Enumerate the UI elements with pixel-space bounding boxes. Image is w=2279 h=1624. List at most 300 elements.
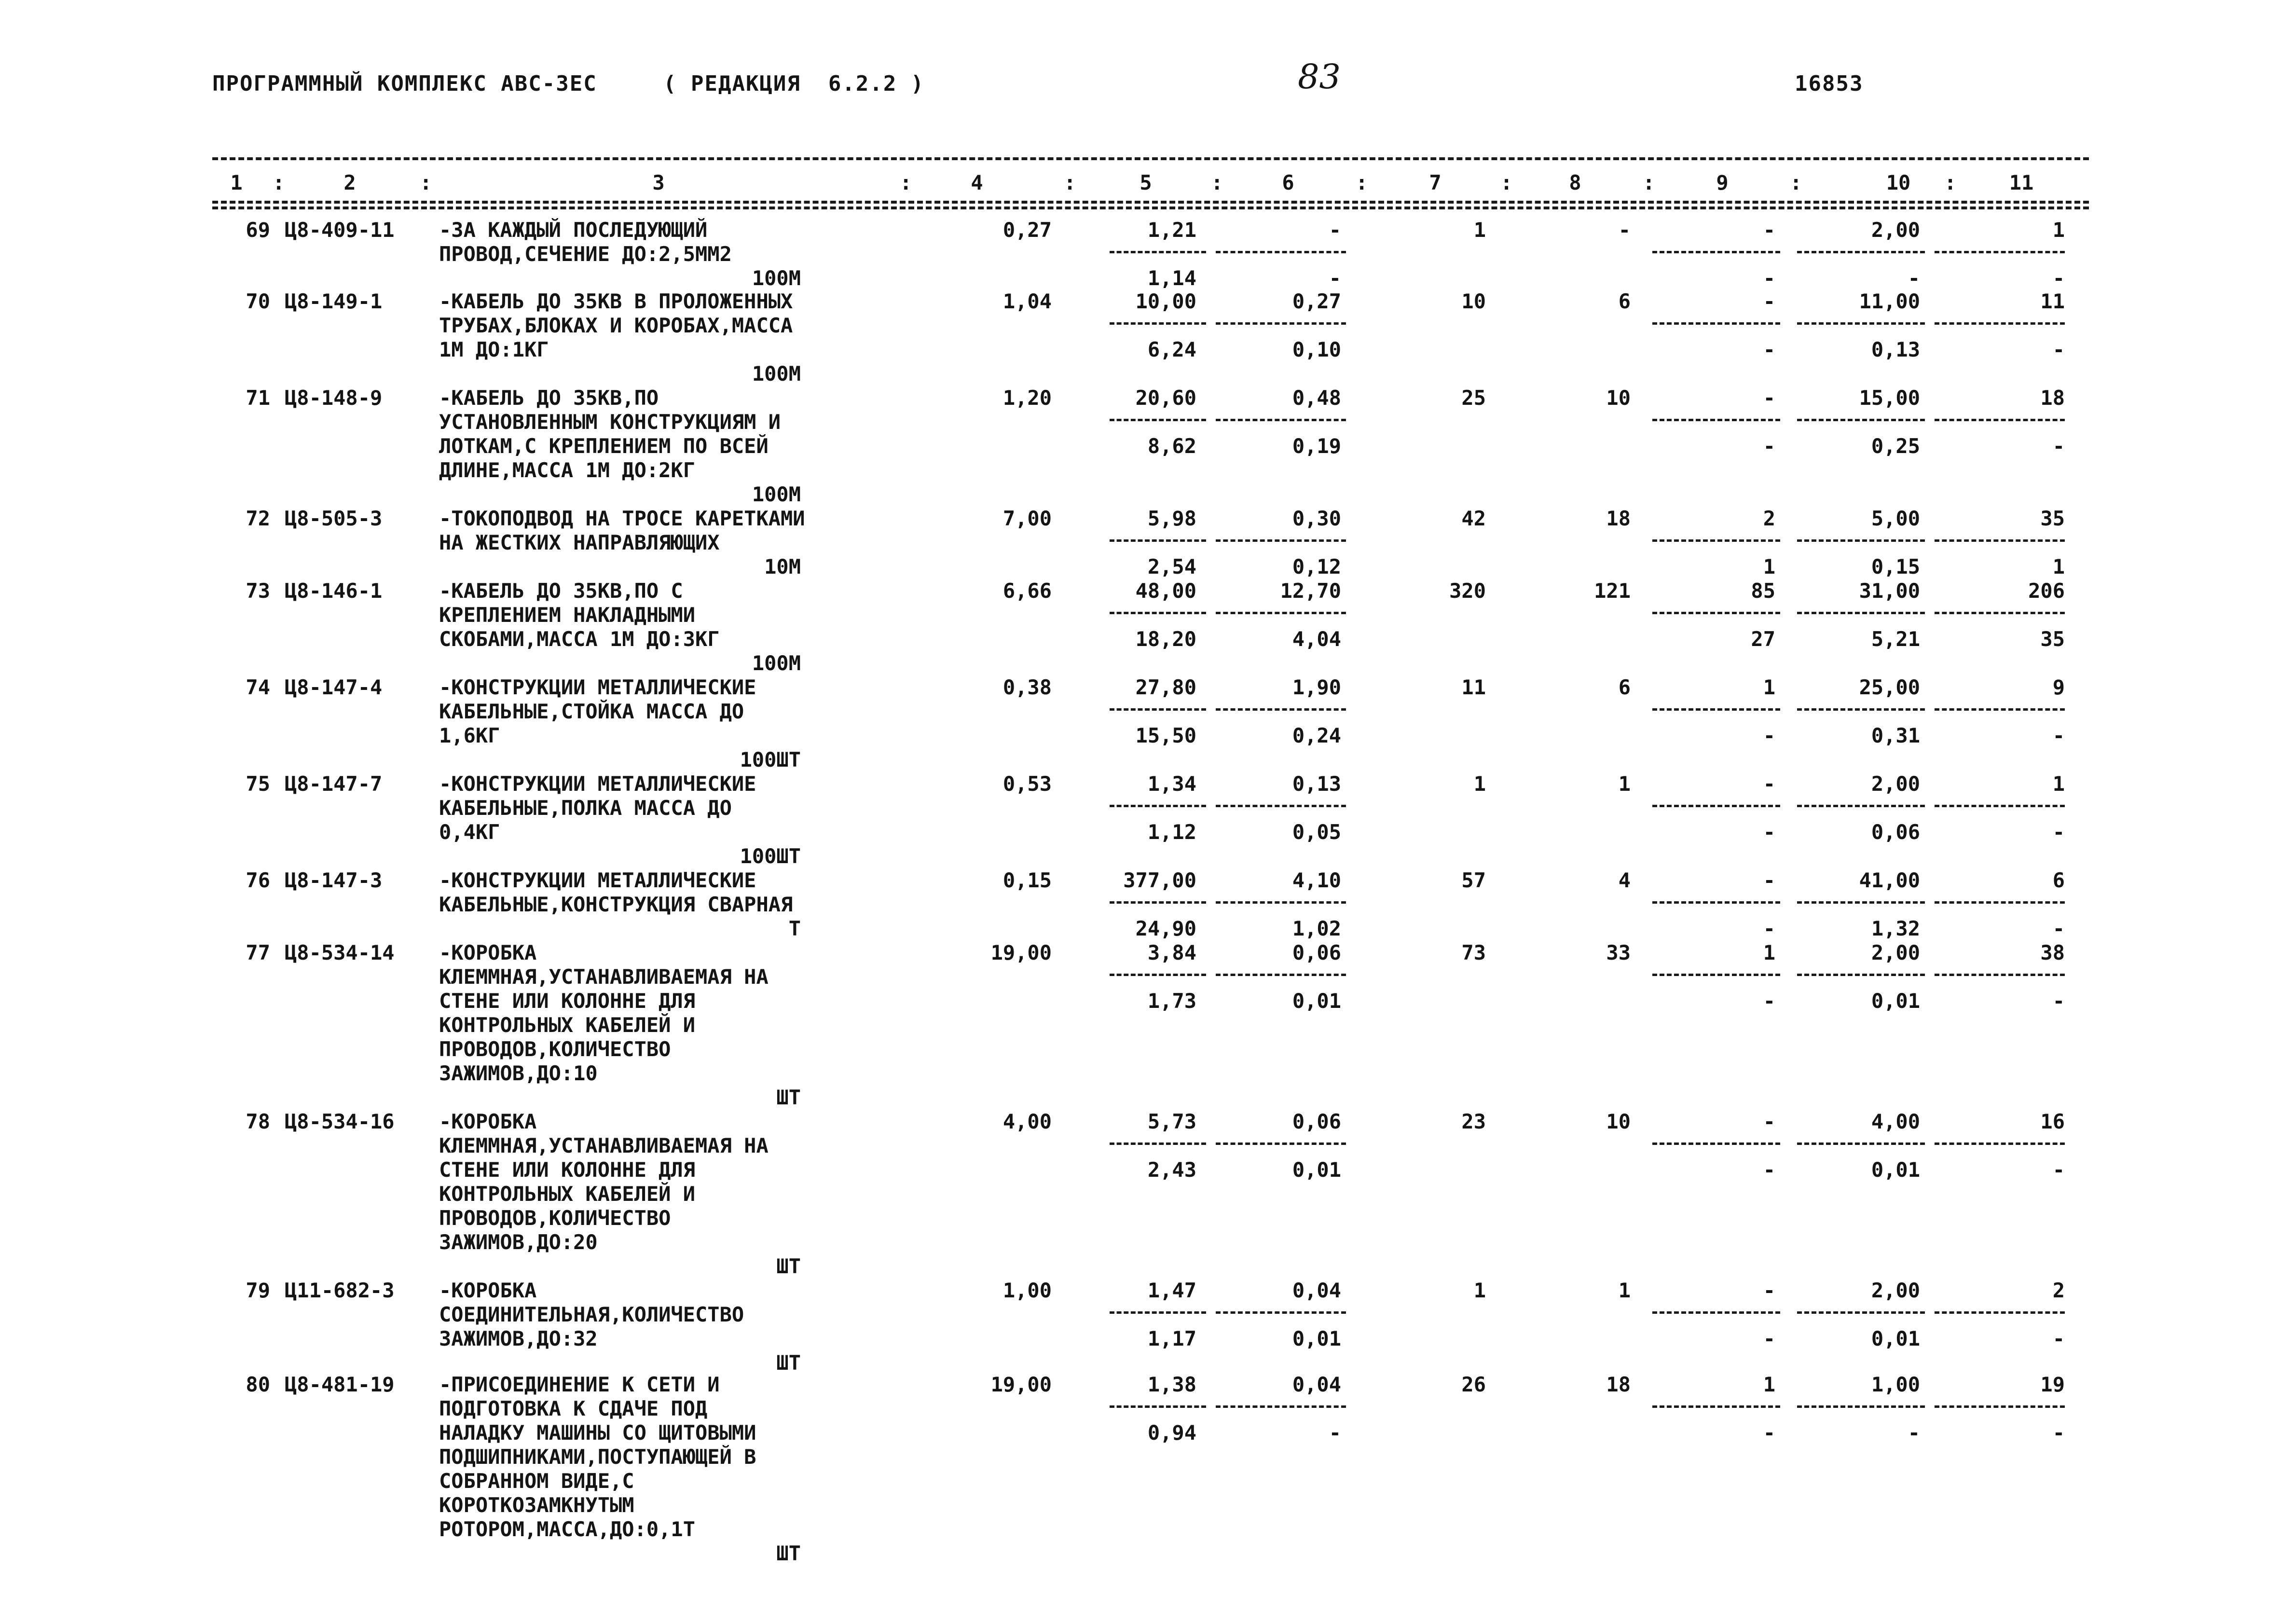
norm-code: Ц11-682-3 [285, 1279, 395, 1302]
col-4-value: 6,66 [1002, 579, 1052, 603]
description-line: -КАБЕЛЬ ДО 35КВ,ПО [439, 386, 659, 410]
fraction-line [1797, 251, 1925, 253]
col-7-value: 57 [1461, 868, 1486, 892]
column-header-9: 9 [1716, 171, 1729, 194]
fraction-line [1797, 805, 1925, 807]
description-line: КАБЕЛЬНЫЕ,ПОЛКА МАССА ДО [439, 796, 732, 820]
description-line: ПРОВОД,СЕЧЕНИЕ ДО:2,5ММ2 [439, 242, 732, 266]
description-line: НАЛАДКУ МАШИНЫ СО ЩИТОВЫМИ [439, 1421, 756, 1445]
column-separator: : [900, 171, 912, 194]
fraction-line [1652, 539, 1780, 542]
col-6-value: 0,13 [1292, 772, 1341, 796]
column-separator: : [1643, 171, 1655, 194]
col-10-secondary: 0,01 [1871, 1327, 1920, 1350]
fraction-line [1797, 1311, 1925, 1314]
edition: ( РЕДАКЦИЯ 6.2.2 ) [663, 71, 925, 96]
row-number: 75 [246, 772, 270, 796]
column-separator: : [1500, 171, 1513, 194]
description-line: ПРОВОДОВ,КОЛИЧЕСТВО [439, 1206, 671, 1230]
norm-code: Ц8-146-1 [285, 579, 383, 603]
col-10-value: 15,00 [1859, 386, 1920, 410]
description-line: -ТОКОПОДВОД НА ТРОСЕ КАРЕТКАМИ [439, 507, 805, 530]
col-5-value: 5,98 [1147, 507, 1196, 530]
col-11-secondary: - [2052, 989, 2065, 1013]
col-9-secondary: - [1763, 820, 1775, 844]
col-5-value: 1,34 [1147, 772, 1196, 796]
col-6-value: 0,04 [1292, 1373, 1341, 1396]
row-number: 70 [246, 289, 270, 313]
col-6-secondary: 0,01 [1292, 1158, 1341, 1182]
column-header-3: 3 [652, 171, 665, 194]
header-rule-1 [212, 201, 2089, 204]
col-6-value: 4,10 [1292, 868, 1341, 892]
col-4-value: 0,38 [1002, 675, 1052, 699]
description-line: КОНТРОЛЬНЫХ КАБЕЛЕЙ И [439, 1013, 696, 1037]
col-10-value: 2,00 [1871, 1279, 1920, 1302]
unit: 100М [752, 482, 801, 506]
col-11-value: 206 [2028, 579, 2065, 603]
description-line: КРЕПЛЕНИЕМ НАКЛАДНЫМИ [439, 603, 696, 627]
col-8-value: 1 [1618, 772, 1631, 796]
fraction-line [1216, 708, 1346, 711]
description-line: ПОДГОТОВКА К СДАЧЕ ПОД [439, 1397, 708, 1420]
fraction-line [1110, 805, 1206, 807]
col-10-value: 1,00 [1871, 1373, 1920, 1396]
fraction-line [1216, 901, 1346, 904]
norm-code: Ц8-534-14 [285, 941, 395, 964]
col-7-value: 1 [1473, 1279, 1486, 1302]
unit: Т [788, 917, 801, 940]
row-number: 79 [246, 1279, 270, 1302]
unit: 100М [752, 362, 801, 385]
fraction-line [1652, 322, 1780, 325]
col-10-secondary: 5,21 [1871, 627, 1920, 651]
description-line: РОТОРОМ,МАССА,ДО:0,1Т [439, 1517, 696, 1541]
col-9-value: - [1763, 386, 1775, 410]
row-number: 72 [246, 507, 270, 530]
col-8-value: 18 [1606, 1373, 1631, 1396]
description-line: -КАБЕЛЬ ДО 35КВ,ПО С [439, 579, 683, 603]
description-line: НА ЖЕСТКИХ НАПРАВЛЯЮЩИХ [439, 531, 720, 554]
row-number: 73 [246, 579, 270, 603]
row-number: 71 [246, 386, 270, 410]
fraction-line [1110, 1142, 1206, 1145]
fraction-line [1935, 805, 2065, 807]
col-11-value: 18 [2040, 386, 2065, 410]
col-7-value: 42 [1461, 507, 1486, 530]
description-line: КАБЕЛЬНЫЕ,СТОЙКА МАССА ДО [439, 700, 744, 723]
description-line: -КОНСТРУКЦИИ МЕТАЛЛИЧЕСКИЕ [439, 772, 756, 796]
description-line: ТРУБАХ,БЛОКАХ И КОРОБАХ,МАССА [439, 314, 793, 337]
col-6-secondary: 0,12 [1292, 555, 1341, 578]
description-line: -КОНСТРУКЦИИ МЕТАЛЛИЧЕСКИЕ [439, 868, 756, 892]
col-11-value: 1 [2052, 218, 2065, 242]
col-11-secondary: - [2052, 338, 2065, 361]
col-4-value: 1,20 [1002, 386, 1052, 410]
col-5-value: 20,60 [1135, 386, 1196, 410]
norm-code: Ц8-147-7 [285, 772, 383, 796]
col-4-value: 0,27 [1002, 218, 1052, 242]
program-title: ПРОГРАММНЫЙ КОМПЛЕКС АВС-3ЕС [212, 71, 597, 96]
fraction-line [1216, 805, 1346, 807]
page-number: 83 [1298, 57, 1341, 96]
fraction-line [1935, 612, 2065, 614]
column-header-8: 8 [1569, 171, 1581, 194]
description-line: 1,6КГ [439, 724, 500, 747]
row-number: 74 [246, 675, 270, 699]
col-6-secondary: 0,01 [1292, 1327, 1341, 1350]
fraction-line [1652, 708, 1780, 711]
col-11-secondary: - [2052, 917, 2065, 940]
col-9-secondary: - [1763, 1158, 1775, 1182]
col-7-value: 26 [1461, 1373, 1486, 1396]
col-5-value: 1,21 [1147, 218, 1196, 242]
col-6-value: 0,27 [1292, 289, 1341, 313]
norm-code: Ц8-481-19 [285, 1373, 395, 1396]
col-9-value: - [1763, 1110, 1775, 1133]
col-10-value: 4,00 [1871, 1110, 1920, 1133]
norm-code: Ц8-147-4 [285, 675, 383, 699]
column-header-10: 10 [1886, 171, 1911, 194]
fraction-line [1797, 1142, 1925, 1145]
col-7-value: 1 [1473, 772, 1486, 796]
col-7-value: 25 [1461, 386, 1486, 410]
description-line: КЛЕММНАЯ,УСТАНАВЛИВАЕМАЯ НА [439, 965, 769, 989]
column-separator: : [1211, 171, 1223, 194]
fraction-line [1216, 251, 1346, 253]
unit: 100М [752, 266, 801, 290]
description-line: КАБЕЛЬНЫЕ,КОНСТРУКЦИЯ СВАРНАЯ [439, 893, 793, 916]
col-4-value: 19,00 [990, 941, 1052, 964]
description-line: -КОНСТРУКЦИИ МЕТАЛЛИЧЕСКИЕ [439, 675, 756, 699]
col-9-value: - [1763, 289, 1775, 313]
description-line: -ЗА КАЖДЫЙ ПОСЛЕДУЮЩИЙ [439, 218, 708, 242]
col-9-secondary: - [1763, 917, 1775, 940]
description-line: СОБРАННОМ ВИДЕ,С [439, 1469, 634, 1493]
unit: ШТ [776, 1254, 801, 1278]
header-rule-2 [212, 206, 2089, 209]
row-number: 76 [246, 868, 270, 892]
col-5-secondary: 1,73 [1147, 989, 1196, 1013]
col-10-secondary: 0,13 [1871, 338, 1920, 361]
col-5-secondary: 2,43 [1147, 1158, 1196, 1182]
description-line: СОЕДИНИТЕЛЬНАЯ,КОЛИЧЕСТВО [439, 1303, 744, 1326]
description-line: 0,4КГ [439, 820, 500, 844]
col-11-secondary: 1 [2052, 555, 2065, 578]
unit: 10М [764, 555, 801, 578]
row-number: 80 [246, 1373, 270, 1396]
fraction-line [1797, 974, 1925, 976]
column-header-7: 7 [1429, 171, 1442, 194]
col-6-value: 12,70 [1280, 579, 1341, 603]
col-9-secondary: 27 [1751, 627, 1775, 651]
col-11-secondary: - [2052, 1158, 2065, 1182]
col-6-secondary: 4,04 [1292, 627, 1341, 651]
row-number: 77 [246, 941, 270, 964]
col-5-secondary: 24,90 [1135, 917, 1196, 940]
col-10-value: 25,00 [1859, 675, 1920, 699]
column-header-6: 6 [1282, 171, 1294, 194]
col-10-secondary: 0,06 [1871, 820, 1920, 844]
fraction-line [1935, 1405, 2065, 1408]
col-5-secondary: 2,54 [1147, 555, 1196, 578]
fraction-line [1797, 539, 1925, 542]
col-9-secondary: - [1763, 434, 1775, 458]
unit: 100М [752, 651, 801, 675]
col-5-value: 48,00 [1135, 579, 1196, 603]
fraction-line [1935, 539, 2065, 542]
unit: ШТ [776, 1541, 801, 1565]
col-11-secondary: - [2052, 266, 2065, 290]
fraction-line [1652, 1142, 1780, 1145]
col-11-value: 38 [2040, 941, 2065, 964]
norm-code: Ц8-149-1 [285, 289, 383, 313]
column-separator: : [1944, 171, 1957, 194]
col-5-secondary: 1,14 [1147, 266, 1196, 290]
col-11-secondary: - [2052, 1421, 2065, 1445]
table-top-rule [212, 157, 2089, 160]
col-11-secondary: 35 [2040, 627, 2065, 651]
column-header-5: 5 [1140, 171, 1152, 194]
col-5-value: 5,73 [1147, 1110, 1196, 1133]
unit: 100ШТ [740, 844, 801, 868]
col-11-secondary: - [2052, 1327, 2065, 1350]
col-10-secondary: 1,32 [1871, 917, 1920, 940]
col-11-value: 9 [2052, 675, 2065, 699]
norm-code: Ц8-409-11 [285, 218, 395, 242]
column-separator: : [273, 171, 285, 194]
fraction-line [1652, 612, 1780, 614]
fraction-line [1935, 419, 2065, 421]
unit: ШТ [776, 1086, 801, 1109]
col-8-value: 18 [1606, 507, 1631, 530]
col-6-value: 0,06 [1292, 1110, 1341, 1133]
col-5-secondary: 0,94 [1147, 1421, 1196, 1445]
col-9-value: - [1763, 1279, 1775, 1302]
col-10-value: 11,00 [1859, 289, 1920, 313]
col-9-value: - [1763, 868, 1775, 892]
fraction-line [1216, 1405, 1346, 1408]
col-4-value: 0,15 [1002, 868, 1052, 892]
col-6-value: 0,48 [1292, 386, 1341, 410]
doc-number: 16853 [1795, 71, 1864, 96]
col-8-value: 10 [1606, 1110, 1631, 1133]
fraction-line [1652, 419, 1780, 421]
col-10-secondary: - [1908, 266, 1920, 290]
col-10-secondary: - [1908, 1421, 1920, 1445]
col-11-value: 35 [2040, 507, 2065, 530]
fraction-line [1935, 1142, 2065, 1145]
col-7-value: 11 [1461, 675, 1486, 699]
fraction-line [1652, 805, 1780, 807]
description-line: 1М ДО:1КГ [439, 338, 549, 361]
description-line: СТЕНЕ ИЛИ КОЛОННЕ ДЛЯ [439, 1158, 696, 1182]
fraction-line [1797, 901, 1925, 904]
fraction-line [1110, 322, 1206, 325]
col-10-secondary: 0,15 [1871, 555, 1920, 578]
col-10-value: 2,00 [1871, 218, 1920, 242]
norm-code: Ц8-147-3 [285, 868, 383, 892]
description-line: ЛОТКАМ,С КРЕПЛЕНИЕМ ПО ВСЕЙ [439, 434, 769, 458]
fraction-line [1110, 974, 1206, 976]
col-6-value: 0,30 [1292, 507, 1341, 530]
col-11-secondary: - [2052, 820, 2065, 844]
fraction-line [1110, 612, 1206, 614]
col-6-value: 0,04 [1292, 1279, 1341, 1302]
row-number: 69 [246, 218, 270, 242]
col-11-value: 16 [2040, 1110, 2065, 1133]
column-header-4: 4 [971, 171, 983, 194]
col-9-secondary: - [1763, 1327, 1775, 1350]
col-4-value: 7,00 [1002, 507, 1052, 530]
description-line: -ПРИСОЕДИНЕНИЕ К СЕТИ И [439, 1373, 720, 1396]
fraction-line [1652, 251, 1780, 253]
fraction-line [1110, 251, 1206, 253]
description-line: -КАБЕЛЬ ДО 35КВ В ПРОЛОЖЕННЫХ [439, 289, 793, 313]
col-8-value: 1 [1618, 1279, 1631, 1302]
col-5-secondary: 15,50 [1135, 724, 1196, 747]
fraction-line [1216, 539, 1346, 542]
col-9-secondary: - [1763, 1421, 1775, 1445]
unit: 100ШТ [740, 748, 801, 771]
col-9-value: 1 [1763, 675, 1775, 699]
col-10-secondary: 0,31 [1871, 724, 1920, 747]
col-6-value: 0,06 [1292, 941, 1341, 964]
column-header-11: 11 [2009, 171, 2034, 194]
col-5-value: 1,38 [1147, 1373, 1196, 1396]
col-6-secondary: 1,02 [1292, 917, 1341, 940]
col-11-value: 11 [2040, 289, 2065, 313]
fraction-line [1110, 539, 1206, 542]
col-8-value: - [1618, 218, 1631, 242]
fraction-line [1652, 974, 1780, 976]
col-6-secondary: 0,24 [1292, 724, 1341, 747]
col-4-value: 4,00 [1002, 1110, 1052, 1133]
col-11-secondary: - [2052, 434, 2065, 458]
column-separator: : [1356, 171, 1368, 194]
fraction-line [1216, 322, 1346, 325]
col-10-value: 5,00 [1871, 507, 1920, 530]
col-5-secondary: 18,20 [1135, 627, 1196, 651]
col-8-value: 121 [1594, 579, 1631, 603]
col-6-value: 1,90 [1292, 675, 1341, 699]
col-4-value: 1,00 [1002, 1279, 1052, 1302]
col-6-secondary: 0,01 [1292, 989, 1341, 1013]
col-10-value: 31,00 [1859, 579, 1920, 603]
description-line: УСТАНОВЛЕННЫМ КОНСТРУКЦИЯМ И [439, 410, 781, 434]
fraction-line [1216, 1311, 1346, 1314]
col-9-value: 1 [1763, 1373, 1775, 1396]
fraction-line [1797, 322, 1925, 325]
fraction-line [1652, 1405, 1780, 1408]
fraction-line [1935, 974, 2065, 976]
description-line: КОНТРОЛЬНЫХ КАБЕЛЕЙ И [439, 1182, 696, 1206]
fraction-line [1216, 612, 1346, 614]
column-header-2: 2 [343, 171, 356, 194]
fraction-line [1797, 419, 1925, 421]
col-9-secondary: - [1763, 266, 1775, 290]
norm-code: Ц8-534-16 [285, 1110, 395, 1133]
column-header-1: 1 [230, 171, 243, 194]
col-6-secondary: 0,05 [1292, 820, 1341, 844]
col-8-value: 6 [1618, 675, 1631, 699]
col-9-secondary: - [1763, 338, 1775, 361]
fraction-line [1110, 901, 1206, 904]
fraction-line [1216, 974, 1346, 976]
fraction-line [1216, 419, 1346, 421]
col-9-secondary: - [1763, 724, 1775, 747]
col-7-value: 320 [1449, 579, 1486, 603]
col-11-value: 2 [2052, 1279, 2065, 1302]
col-8-value: 6 [1618, 289, 1631, 313]
fraction-line [1652, 901, 1780, 904]
col-7-value: 73 [1461, 941, 1486, 964]
col-5-secondary: 6,24 [1147, 338, 1196, 361]
description-line: ПОДШИПНИКАМИ,ПОСТУПАЮЩЕЙ В [439, 1445, 756, 1469]
fraction-line [1216, 1142, 1346, 1145]
fraction-line [1110, 1405, 1206, 1408]
col-9-value: 85 [1751, 579, 1775, 603]
norm-code: Ц8-505-3 [285, 507, 383, 530]
col-5-value: 1,47 [1147, 1279, 1196, 1302]
col-7-value: 10 [1461, 289, 1486, 313]
col-6-secondary: - [1329, 266, 1341, 290]
fraction-line [1110, 708, 1206, 711]
fraction-line [1797, 1405, 1925, 1408]
fraction-line [1935, 901, 2065, 904]
column-separator: : [420, 171, 432, 194]
col-10-value: 2,00 [1871, 941, 1920, 964]
description-line: -КОРОБКА [439, 1279, 537, 1302]
col-9-secondary: - [1763, 989, 1775, 1013]
col-10-value: 2,00 [1871, 772, 1920, 796]
fraction-line [1797, 612, 1925, 614]
col-8-value: 4 [1618, 868, 1631, 892]
description-line: КЛЕММНАЯ,УСТАНАВЛИВАЕМАЯ НА [439, 1134, 769, 1157]
col-10-secondary: 0,25 [1871, 434, 1920, 458]
col-5-secondary: 1,12 [1147, 820, 1196, 844]
col-11-secondary: - [2052, 724, 2065, 747]
col-9-value: 1 [1763, 941, 1775, 964]
description-line: ПРОВОДОВ,КОЛИЧЕСТВО [439, 1037, 671, 1061]
col-4-value: 1,04 [1002, 289, 1052, 313]
fraction-line [1935, 322, 2065, 325]
col-9-secondary: 1 [1763, 555, 1775, 578]
col-6-secondary: 0,19 [1292, 434, 1341, 458]
fraction-line [1110, 1311, 1206, 1314]
fraction-line [1110, 419, 1206, 421]
description-line: КОРОТКОЗАМКНУТЫМ [439, 1493, 634, 1517]
col-5-secondary: 1,17 [1147, 1327, 1196, 1350]
description-line: -КОРОБКА [439, 941, 537, 964]
column-separator: : [1064, 171, 1076, 194]
description-line: ЗАЖИМОВ,ДО:32 [439, 1327, 598, 1350]
col-8-value: 10 [1606, 386, 1631, 410]
description-line: СТЕНЕ ИЛИ КОЛОННЕ ДЛЯ [439, 989, 696, 1013]
col-11-value: 19 [2040, 1373, 2065, 1396]
col-7-value: 1 [1473, 218, 1486, 242]
fraction-line [1935, 708, 2065, 711]
col-9-value: 2 [1763, 507, 1775, 530]
col-5-value: 27,80 [1135, 675, 1196, 699]
col-9-value: - [1763, 772, 1775, 796]
col-11-value: 6 [2052, 868, 2065, 892]
col-9-value: - [1763, 218, 1775, 242]
col-11-value: 1 [2052, 772, 2065, 796]
fraction-line [1935, 1311, 2065, 1314]
norm-code: Ц8-148-9 [285, 386, 383, 410]
fraction-line [1797, 708, 1925, 711]
